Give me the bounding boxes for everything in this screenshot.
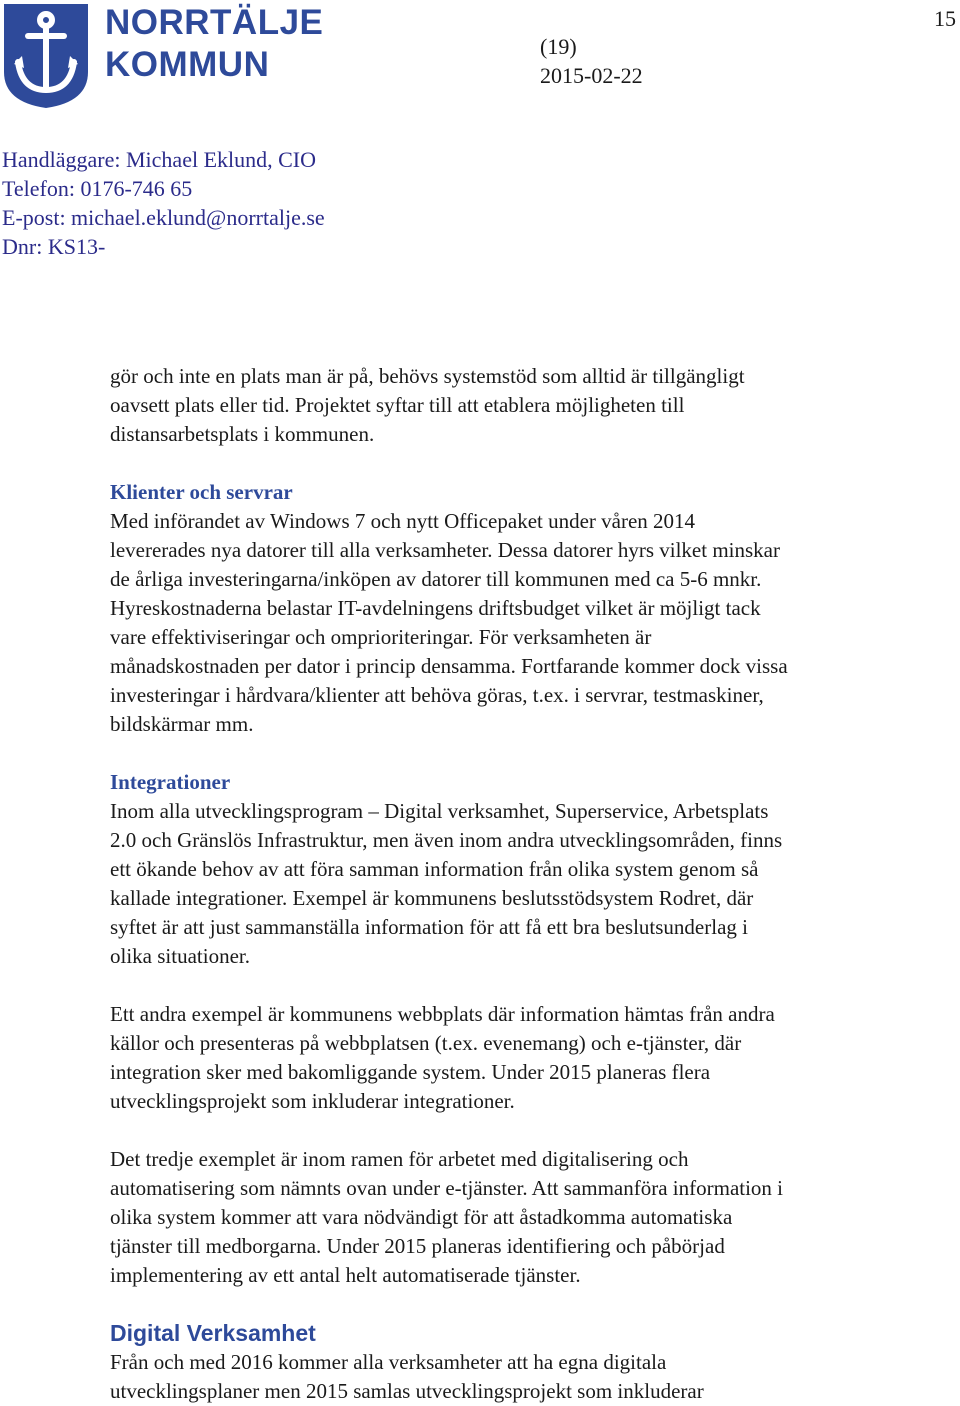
text-line: oavsett plats eller tid. Projektet syftar till att etablera möjligheten till — [110, 393, 685, 417]
section-digital — [110, 1319, 940, 1406]
section-clients — [110, 478, 940, 739]
text-line: tjänster till medborgarna. Under 2015 planeras identifiering och påbörjad — [110, 1234, 725, 1258]
doc-date: 2015-02-22 — [540, 63, 643, 88]
municipality-logo — [0, 0, 324, 115]
text-line: Hyreskostnaderna belastar IT-avdelningens driftsbudget vilket är möjligt tack — [110, 596, 761, 620]
contact-handler: Handläggare: Michael Eklund, CIO — [2, 147, 317, 172]
text-line: källor och presenteras på webbplatsen (t.ex. evenemang) och e-tjänster, där — [110, 1031, 742, 1055]
text-line: de årliga investeringarna/inköpen av datorer till kommunen med ca 5-6 mnkr. — [110, 567, 762, 591]
integrations-paragraph-3 — [110, 1145, 940, 1290]
text-line: kallade integrationer. Exempel är kommunens beslutsstödsystem Rodret, där — [110, 886, 754, 910]
contact-block — [2, 145, 325, 261]
logo-wordmark — [105, 2, 323, 86]
text-line: utvecklingsprojekt som inkluderar integrationer. — [110, 1089, 515, 1113]
text-line: månadskostnaden per dator i princip densamma. Fortfarande kommer dock vissa — [110, 654, 788, 678]
document-body — [110, 362, 940, 1406]
text-line: automatisering som nämnts ovan under e-tjänster. Att sammanföra information i — [110, 1176, 784, 1200]
text-line: levererades nya datorer till alla verksamheter. Dessa datorer hyrs vilket minskar — [110, 538, 780, 562]
contact-phone: Telefon: 0176-746 65 — [2, 176, 193, 201]
contact-dnr: Dnr: KS13- — [2, 234, 106, 259]
intro-paragraph — [110, 362, 940, 449]
logo-line-1: NORRTÄLJE — [105, 3, 324, 42]
page-number: 15 — [934, 6, 956, 31]
text-line: bildskärmar mm. — [110, 712, 254, 736]
integrations-paragraph-2 — [110, 1000, 940, 1116]
text-line: investeringar i hårdvara/klienter att behöva göras, t.ex. i servrar, testmaskiner, — [110, 683, 764, 707]
document-meta — [540, 32, 643, 90]
logo-line-2: KOMMUN — [105, 45, 270, 84]
text-line: Det tredje exemplet är inom ramen för arbetet med digitalisering och — [110, 1147, 689, 1171]
text-line: gör och inte en plats man är på, behövs systemstöd som alltid är tillgängligt — [110, 364, 745, 388]
text-line: Från och med 2016 kommer alla verksamheter att ha egna digitala — [110, 1350, 667, 1374]
section-heading-digital: Digital Verksamhet — [110, 1320, 316, 1346]
anchor-shield-icon — [2, 2, 90, 110]
section-heading-clients: Klienter och servrar — [110, 480, 293, 504]
section-integrations — [110, 768, 940, 971]
doc-page-count: (19) — [540, 34, 577, 59]
text-line: vare effektiviseringar och omprioriteringar. För verksamheten är — [110, 625, 652, 649]
text-line: utvecklingsplaner men 2015 samlas utvecklingsprojekt som inkluderar — [110, 1379, 704, 1403]
text-line: Med införandet av Windows 7 och nytt Officepaket under våren 2014 — [110, 509, 696, 533]
text-line: integration sker med bakomliggande system. Under 2015 planeras flera — [110, 1060, 711, 1084]
section-heading-integrations: Integrationer — [110, 770, 231, 794]
text-line: ett ökande behov av att föra samman information från olika system genom så — [110, 857, 759, 881]
text-line: distansarbetsplats i kommunen. — [110, 422, 375, 446]
text-line: implementering av ett antal helt automatiserade tjänster. — [110, 1263, 581, 1287]
text-line: olika system kommer att vara nödvändigt för att åstadkomma automatiska — [110, 1205, 733, 1229]
text-line: olika situationer. — [110, 944, 250, 968]
text-line: syftet är att just sammanställa information för att få ett bra beslutsunderlag i — [110, 915, 748, 939]
text-line: Inom alla utvecklingsprogram – Digital verksamhet, Superservice, Arbetsplats — [110, 799, 769, 823]
contact-email: E-post: michael.eklund@norrtalje.se — [2, 205, 325, 230]
text-line: 2.0 och Gränslös Infrastruktur, men även inom andra utvecklingsområden, finns — [110, 828, 783, 852]
text-line: Ett andra exempel är kommunens webbplats där information hämtas från andra — [110, 1002, 775, 1026]
